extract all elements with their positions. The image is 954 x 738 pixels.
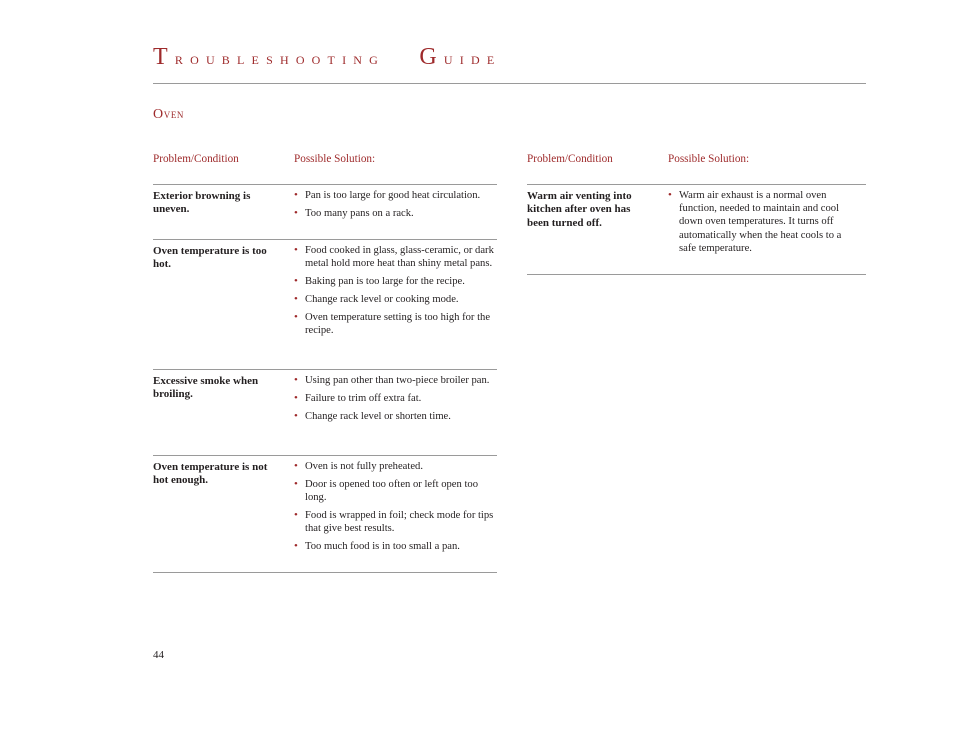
troubleshooting-table-right <box>527 153 866 275</box>
solution-item: • Oven is not fully preheated. <box>294 460 423 472</box>
title-cap-1: T <box>153 44 175 70</box>
section-rest: ven <box>163 107 185 121</box>
section-cap: O <box>153 107 164 122</box>
bullet-icon: • <box>294 311 298 324</box>
condition-text: Warm air venting into kitchen after oven has been turned off. <box>527 190 632 229</box>
solution-item: • Food is wrapped in foil; check mode for tips that give best results. <box>294 509 494 535</box>
solution-item: • Change rack level or shorten time. <box>294 410 451 422</box>
header-problem: Problem/Condition <box>527 153 613 165</box>
bullet-icon: • <box>294 392 298 404</box>
bullet-icon: • <box>294 293 298 306</box>
bullet-icon: • <box>294 540 298 553</box>
table-row <box>153 185 497 240</box>
table-header <box>153 153 497 185</box>
table-row <box>153 370 497 456</box>
condition-text: Exterior browning is uneven. <box>153 190 251 216</box>
condition-text: Excessive smoke when broiling. <box>153 375 259 401</box>
header-solution: Possible Solution: <box>668 153 750 165</box>
solution-item: • Too many pans on a rack. <box>294 207 414 219</box>
title-rest-1: roubleshooting <box>174 49 386 68</box>
bullet-icon: • <box>668 189 672 201</box>
solution-item: • Food cooked in glass, glass-ceramic, or dark metal hold more heat than shiny metal pans. <box>294 244 494 270</box>
solution-list <box>294 460 497 554</box>
title-rest-2: uide <box>443 49 502 68</box>
condition-text: Oven temperature is too hot. <box>153 245 267 271</box>
solution-item: • Change rack level or cooking mode. <box>294 293 459 306</box>
solution-item: • Door is opened too often or left open too long. <box>294 478 478 504</box>
bullet-icon: • <box>294 207 298 219</box>
condition-text: Oven temperature is not hot enough. <box>153 461 268 487</box>
solution-list <box>294 244 497 338</box>
table-row <box>153 456 497 573</box>
solution-item: • Baking pan is too large for the recipe. <box>294 275 465 288</box>
solution-item: • Oven temperature setting is too high for the recipe. <box>294 311 491 337</box>
solution-list <box>668 189 856 255</box>
solution-item: • Using pan other than two-piece broiler pan. <box>294 374 490 386</box>
bullet-icon: • <box>294 275 298 288</box>
table-row <box>527 185 866 275</box>
table-header <box>527 153 866 185</box>
solution-list <box>294 189 497 220</box>
section-heading <box>153 107 184 123</box>
solution-item: • Failure to trim off extra fat. <box>294 392 422 404</box>
bullet-icon: • <box>294 410 298 422</box>
bullet-icon: • <box>294 460 298 472</box>
solution-list <box>294 374 497 423</box>
bullet-icon: • <box>294 374 298 386</box>
solution-item: • Too much food is in too small a pan. <box>294 540 460 553</box>
bullet-icon: • <box>294 244 298 256</box>
solution-item: • Warm air exhaust is a normal oven function, needed to maintain and cool down oven temperatures. It turns off automatically when the heat cools to a safe temperature. <box>668 189 842 254</box>
troubleshooting-table-left <box>153 153 497 573</box>
bullet-icon: • <box>294 478 298 490</box>
solution-item: • Pan is too large for good heat circulation. <box>294 189 481 201</box>
title-cap-2: G <box>419 44 444 70</box>
table-row <box>153 240 497 370</box>
page-title <box>153 44 501 71</box>
bullet-icon: • <box>294 189 298 201</box>
title-divider <box>153 83 866 84</box>
bullet-icon: • <box>294 509 298 522</box>
header-problem: Problem/Condition <box>153 153 239 165</box>
header-solution: Possible Solution: <box>294 153 376 165</box>
page-number: 44 <box>153 649 164 661</box>
